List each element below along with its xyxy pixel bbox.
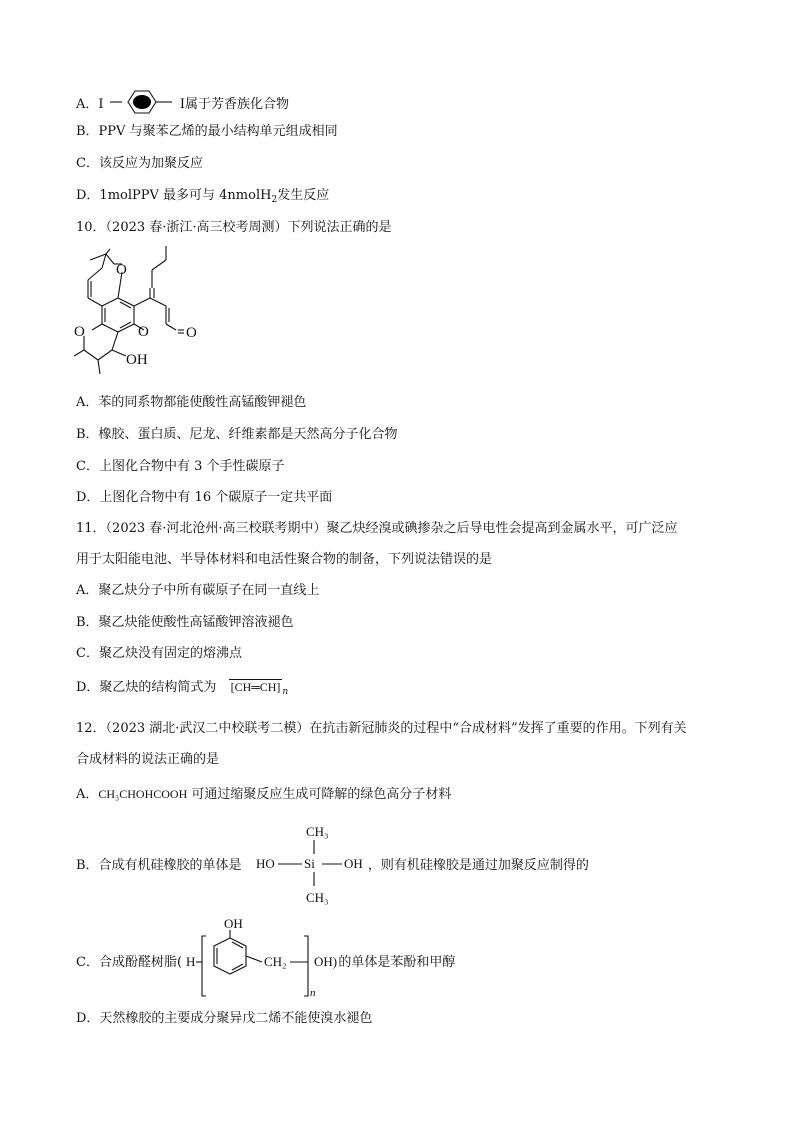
lactic-acid-formula: CH₃CHOHCOOH	[98, 787, 188, 801]
mol-hydroxyl: OH	[126, 352, 148, 368]
si-top-methyl: CH₃	[306, 824, 329, 839]
polyacetylene-n: n	[282, 687, 289, 697]
resin-ring-hydroxyl: OH	[224, 916, 243, 931]
q10-option-c: C．上图化合物中有 3 个手性碳原子	[76, 459, 285, 474]
q10-coumarin-structure	[70, 246, 210, 378]
si-right-hydroxyl: OH	[344, 856, 363, 871]
q11-option-a: A．聚乙炔分子中所有碳原子在同一直线上	[76, 583, 320, 598]
q9-option-d-prefix: D．1molPPV 最多可与 4nmolH	[76, 188, 272, 203]
q9-option-a-prefix: A．I	[76, 97, 104, 112]
q12-option-c-suffix: 的单体是苯酚和甲醇	[338, 955, 456, 970]
q11-option-c: C．聚乙炔没有固定的熔沸点	[76, 646, 242, 661]
q12-option-a-prefix: A．	[76, 787, 99, 802]
q11-option-d-prefix: D．聚乙炔的结构简式为	[76, 680, 217, 695]
q10-stem: 10．（2023 春·浙江·高三校考周测）下列说法正确的是	[76, 220, 392, 235]
resin-n: n	[310, 987, 316, 999]
si-center: Si	[304, 856, 315, 871]
mol-oxygen-4: O	[186, 325, 197, 341]
diiodobenzene-structure	[108, 88, 176, 116]
q12-stem-line1: 12．（2023 湖北·武汉二中校联考二模）在抗击新冠肺炎的过程中“合成材料”发挥了重要的作用。下列有关	[76, 721, 687, 736]
q11-stem-line1: 11．（2023 春·河北沧州·高三校联考期中）聚乙炔经溴或碘掺杂之后导电性会提高到金属水平，可广泛应	[76, 521, 678, 536]
resin-methylene: CH₂	[264, 954, 287, 969]
q12-option-b-suffix: ，则有机硅橡胶是通过加聚反应制得的	[367, 858, 589, 873]
polyacetylene-unit: CH═CH	[234, 680, 277, 694]
q11-option-b: B．聚乙炔能使酸性高锰酸钾溶液褪色	[76, 615, 294, 630]
silanediol-structure	[252, 818, 372, 910]
q10-option-b: B．橡胶、蛋白质、尼龙、纤维素都是天然高分子化合物	[76, 427, 398, 442]
q12-option-a	[76, 785, 451, 804]
q9-option-d-sub: 2	[271, 195, 278, 205]
q10-option-a: A．苯的同系物都能使酸性高锰酸钾褪色	[76, 395, 307, 410]
q9-option-b: B．PPV 与聚苯乙烯的最小结构单元组成相同	[76, 124, 338, 139]
mol-oxygen-3: O	[138, 324, 149, 340]
si-bottom-methyl: CH₃	[306, 890, 329, 905]
q9-option-d-suffix: 发生反应	[277, 188, 330, 203]
q11-option-d	[76, 678, 288, 701]
q9-option-a	[76, 88, 289, 116]
q9-option-a-suffix: I属于芳香族化合物	[179, 97, 289, 112]
q9-option-c: C．该反应为加聚反应	[76, 156, 203, 171]
q9-option-d	[76, 187, 329, 209]
si-left-hydroxyl: HO	[256, 856, 275, 871]
q11-stem-line2: 用于太阳能电池、半导体材料和电活性聚合物的制备，下列说法错误的是	[76, 552, 493, 567]
q12-option-b-prefix: B．合成有机硅橡胶的单体是	[76, 858, 242, 873]
phenolic-resin-structure	[184, 916, 364, 1000]
polyacetylene-formula: [CH═CH] $_n$	[230, 680, 289, 697]
resin-end-h: H	[186, 954, 196, 969]
q12-option-d: D．天然橡胶的主要成分聚异戊二烯不能使溴水褪色	[76, 1011, 373, 1026]
mol-oxygen-2: O	[74, 324, 85, 340]
mol-oxygen-1: O	[116, 262, 127, 278]
q12-stem-line2: 合成材料的说法正确的是	[76, 752, 220, 767]
q12-option-a-suffix: 可通过缩聚反应生成可降解的绿色高分子材料	[187, 787, 452, 802]
q12-option-c-prefix: C．合成酚醛树脂(	[76, 955, 183, 970]
q10-option-d: D．上图化合物中有 16 个碳原子一定共平面	[76, 490, 333, 505]
resin-end-oh: OH)	[314, 954, 338, 969]
